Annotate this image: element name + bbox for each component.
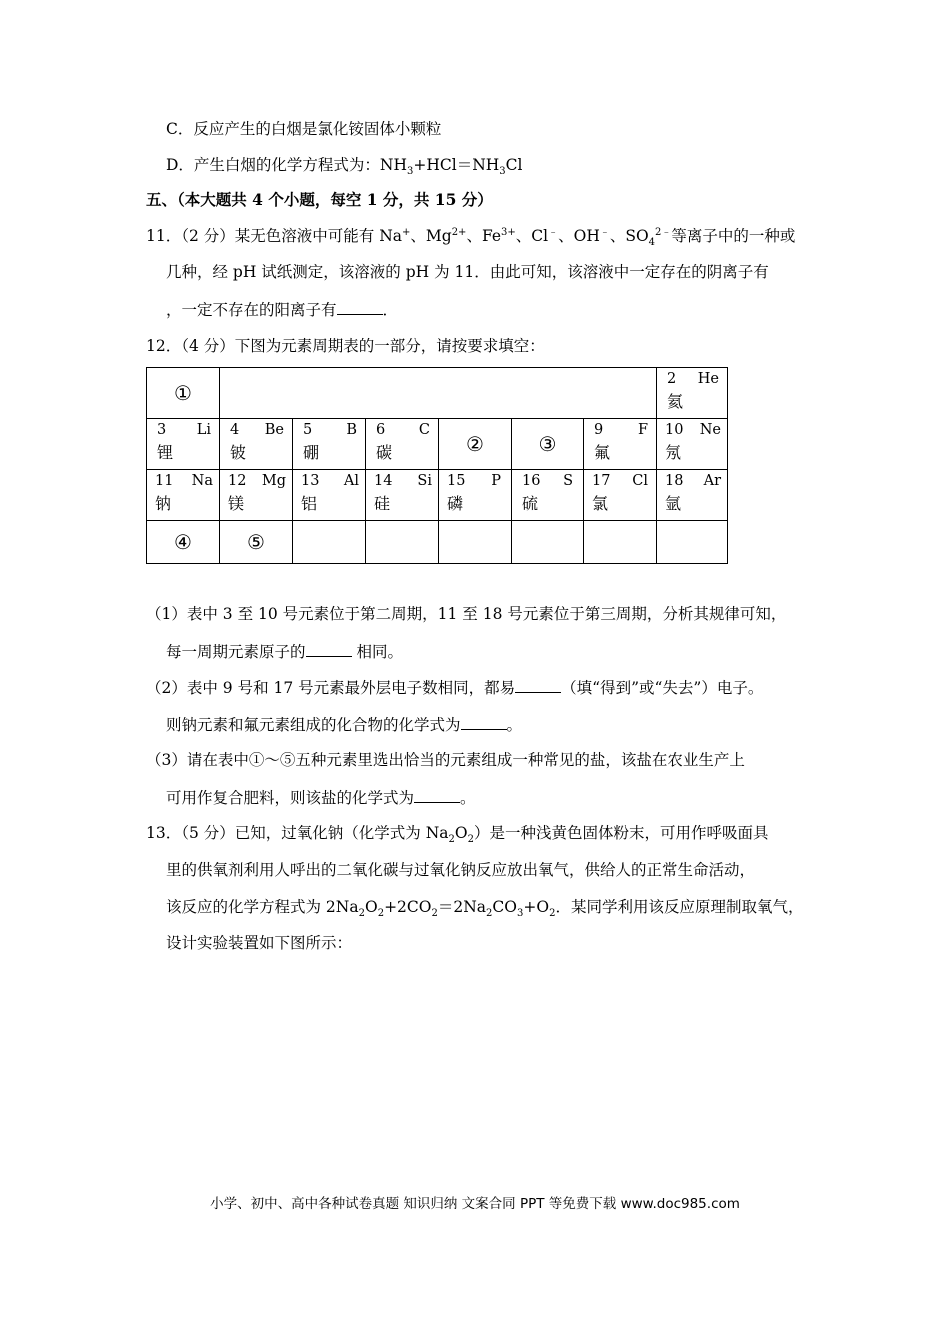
- cell-marker-3: ③: [512, 419, 584, 470]
- q11-sup-so: 2﹣: [655, 226, 672, 238]
- cell-name: 碳: [376, 443, 393, 462]
- option-d-text-3: Cl: [505, 156, 523, 174]
- q13-sub: 2: [467, 834, 474, 846]
- q13-sub: 2: [448, 834, 455, 846]
- cell-name: 锂: [157, 443, 174, 462]
- q11-text-d: 、Cl: [515, 227, 549, 245]
- cell-num: 5: [303, 422, 313, 438]
- q11-sup-na: +: [402, 226, 411, 238]
- q12-p2-text-b: （填“得到”或“失去”）电子。: [561, 679, 764, 697]
- cell-num: 18: [665, 473, 684, 489]
- cell-symbol: He: [697, 371, 719, 387]
- q13-text-a: 13．（5 分）已知，过氧化钠（化学式为 Na: [146, 824, 449, 842]
- cell-p: [439, 470, 512, 521]
- cell-c: [366, 419, 439, 470]
- section-title: 五、（本大题共 4 个小题，每空 1 分，共 15 分）: [146, 190, 493, 209]
- cell-symbol: Na: [191, 473, 213, 489]
- q11-text-b: 、Mg: [410, 227, 452, 245]
- cell-marker-4: ④: [147, 521, 220, 564]
- q12-p3-text-a: 可用作复合肥料，则该盐的化学式为: [166, 789, 415, 807]
- cell-s: [512, 470, 584, 521]
- q12-part3-line2: [166, 788, 476, 808]
- cell-symbol: Al: [343, 473, 359, 489]
- q13-eq-text: ＝2Na: [437, 898, 487, 916]
- cell-name: 氟: [594, 443, 611, 462]
- q13-eq-text: 该反应的化学方程式为 2Na: [166, 898, 359, 916]
- empty-cell: [584, 521, 657, 564]
- q13-sub: 2: [486, 908, 493, 920]
- q12-p2-text-c: 则钠元素和氟元素组成的化合物的化学式为: [166, 716, 461, 734]
- option-d-text-1: D．产生白烟的化学方程式为：NH: [166, 156, 408, 174]
- q11-sup-mg: 2+: [451, 226, 467, 238]
- empty-cell: [657, 521, 728, 564]
- q13-line-3: [166, 897, 804, 920]
- q12-part1-line1: （1）表中 3 至 10 号元素位于第二周期，11 至 18 号元素位于第三周期，分析其规律可知，: [146, 605, 787, 623]
- cell-num: 16: [522, 473, 541, 489]
- answer-blank[interactable]: [461, 715, 507, 730]
- q12-p2-text-a: （2）表中 9 号和 17 号元素最外层电子数相同，都易: [146, 679, 516, 697]
- cell-name: 铍: [230, 443, 247, 462]
- cell-name: 硫: [522, 494, 539, 513]
- cell-num: 13: [301, 473, 320, 489]
- cell-symbol: C: [418, 422, 430, 438]
- empty-cell: [512, 521, 584, 564]
- q11-text-f: 、SO: [609, 227, 649, 245]
- q13-eq-text: +2CO: [384, 898, 432, 916]
- cell-num: 14: [374, 473, 393, 489]
- cell-mg: [220, 470, 293, 521]
- q13-eq-text: ．某同学利用该反应原理制取氧气，: [555, 898, 804, 916]
- cell-f: [584, 419, 657, 470]
- q13-sub: 2: [431, 908, 438, 920]
- q11-line-3: [166, 300, 398, 320]
- cell-num: 9: [594, 422, 604, 438]
- cell-symbol: Be: [264, 422, 284, 438]
- cell-symbol: Li: [196, 422, 211, 438]
- cell-symbol: Si: [417, 473, 432, 489]
- cell-num: 2: [667, 371, 677, 387]
- page-footer: 小学、初中、高中各种试卷真题 知识归纳 文案合同 PPT 等免费下载 www.doc985.com: [210, 1196, 740, 1212]
- q13-sub: 2: [377, 908, 385, 920]
- cell-name: 氯: [592, 494, 609, 513]
- cell-num: 6: [376, 422, 386, 438]
- q11-text-g: 等离子中的一种或: [671, 227, 796, 245]
- q12-part1-line2: [166, 642, 403, 662]
- answer-blank[interactable]: [414, 788, 460, 803]
- cell-si: [366, 470, 439, 521]
- cell-symbol: Ar: [703, 473, 721, 489]
- cell-he: [657, 368, 728, 419]
- cell-b: [293, 419, 366, 470]
- q13-line-2: 里的供氧剂利用人呼出的二氧化碳与过氧化钠反应放出氧气，供给人的正常生命活动，: [166, 861, 756, 879]
- cell-name: 硅: [374, 494, 391, 513]
- q12-part2-line1: [146, 678, 763, 698]
- q11-line-2: 几种，经 pH 试纸测定，该溶液的 pH 为 11．由此可知，该溶液中一定存在的阴离子有: [166, 263, 769, 281]
- cell-symbol: Mg: [261, 473, 286, 489]
- answer-blank[interactable]: [515, 678, 561, 693]
- cell-marker-2: ②: [439, 419, 512, 470]
- cell-symbol: B: [346, 422, 357, 438]
- q11-text-e: 、OH: [558, 227, 600, 245]
- empty-cell: [293, 521, 366, 564]
- option-d-sub-1: 3: [407, 166, 414, 178]
- q13-sub: 2: [549, 908, 556, 920]
- cell-symbol: S: [563, 473, 573, 489]
- q11-text-3a: ，一定不存在的阳离子有: [166, 301, 337, 319]
- cell-name: 硼: [303, 443, 320, 462]
- cell-num: 11: [155, 473, 174, 489]
- cell-name: 氦: [667, 392, 684, 411]
- cell-marker-5: ⑤: [220, 521, 293, 564]
- empty-span: [220, 368, 657, 419]
- cell-symbol: Cl: [632, 473, 648, 489]
- q13-sub: 3: [516, 908, 524, 920]
- empty-cell: [439, 521, 512, 564]
- q12-p3-text-b: 。: [460, 789, 476, 807]
- q13-eq-text: CO: [492, 898, 517, 916]
- empty-cell: [366, 521, 439, 564]
- cell-name: 铝: [301, 494, 318, 513]
- answer-blank[interactable]: [306, 642, 352, 657]
- q11-sup-oh: ﹣: [599, 226, 610, 238]
- cell-na: [147, 470, 220, 521]
- cell-name: 磷: [447, 494, 464, 513]
- answer-blank[interactable]: [337, 300, 383, 315]
- cell-num: 12: [228, 473, 247, 489]
- option-c: C．反应产生的白烟是氯化铵固体小颗粒: [166, 120, 442, 138]
- q12-p1-text-b: 相同。: [351, 643, 403, 661]
- option-d-sub-2: 3: [499, 166, 506, 178]
- cell-cl: [584, 470, 657, 521]
- q13-eq-text: O: [364, 898, 378, 916]
- cell-marker-1: ①: [147, 368, 220, 419]
- q12-intro: 12．（4 分）下图为元素周期表的一部分，请按要求填空：: [146, 337, 545, 355]
- q11-sup-cl: ﹣: [548, 226, 559, 238]
- q11-sup-fe: 3+: [501, 226, 516, 238]
- q11-text-3b: ．: [382, 301, 399, 319]
- q11-line-1: [146, 226, 796, 249]
- q12-part3-line1: （3）请在表中①～⑤五种元素里选出恰当的元素组成一种常见的盐，该盐在农业生产上: [146, 751, 745, 769]
- cell-num: 15: [447, 473, 466, 489]
- q11-text-c: 、Fe: [466, 227, 502, 245]
- cell-li: [147, 419, 220, 470]
- q13-text-c: ）是一种浅黄色固体粉末，可用作呼吸面具: [473, 824, 769, 842]
- q13-line-4: 设计实验装置如下图所示：: [166, 934, 353, 952]
- q12-p1-text-a: 每一周期元素原子的: [166, 643, 306, 661]
- cell-ne: [657, 419, 728, 470]
- cell-al: [293, 470, 366, 521]
- option-d: [166, 155, 523, 178]
- cell-num: 17: [592, 473, 611, 489]
- q12-part2-line2: [166, 715, 522, 735]
- cell-num: 3: [157, 422, 167, 438]
- cell-num: 10: [665, 422, 684, 438]
- cell-ar: [657, 470, 728, 521]
- q11-sub-so: 4: [648, 237, 656, 249]
- q13-eq-text: +O: [523, 898, 550, 916]
- cell-name: 氩: [665, 494, 682, 513]
- cell-symbol: F: [637, 422, 648, 438]
- q11-text-a: 11．（2 分）某无色溶液中可能有 Na: [146, 227, 402, 245]
- q13-line-1: [146, 823, 769, 846]
- q13-text-b: O: [454, 824, 468, 842]
- q13-sub: 2: [358, 908, 365, 920]
- cell-symbol: P: [491, 473, 501, 489]
- cell-symbol: Ne: [699, 422, 721, 438]
- cell-num: 4: [230, 422, 240, 438]
- q12-p2-text-d: 。: [506, 716, 523, 734]
- cell-name: 镁: [228, 494, 245, 513]
- periodic-table: [146, 367, 728, 564]
- option-d-text-2: +HCl＝NH: [413, 156, 500, 174]
- cell-name: 氖: [665, 443, 682, 462]
- cell-be: [220, 419, 293, 470]
- cell-name: 钠: [155, 494, 172, 513]
